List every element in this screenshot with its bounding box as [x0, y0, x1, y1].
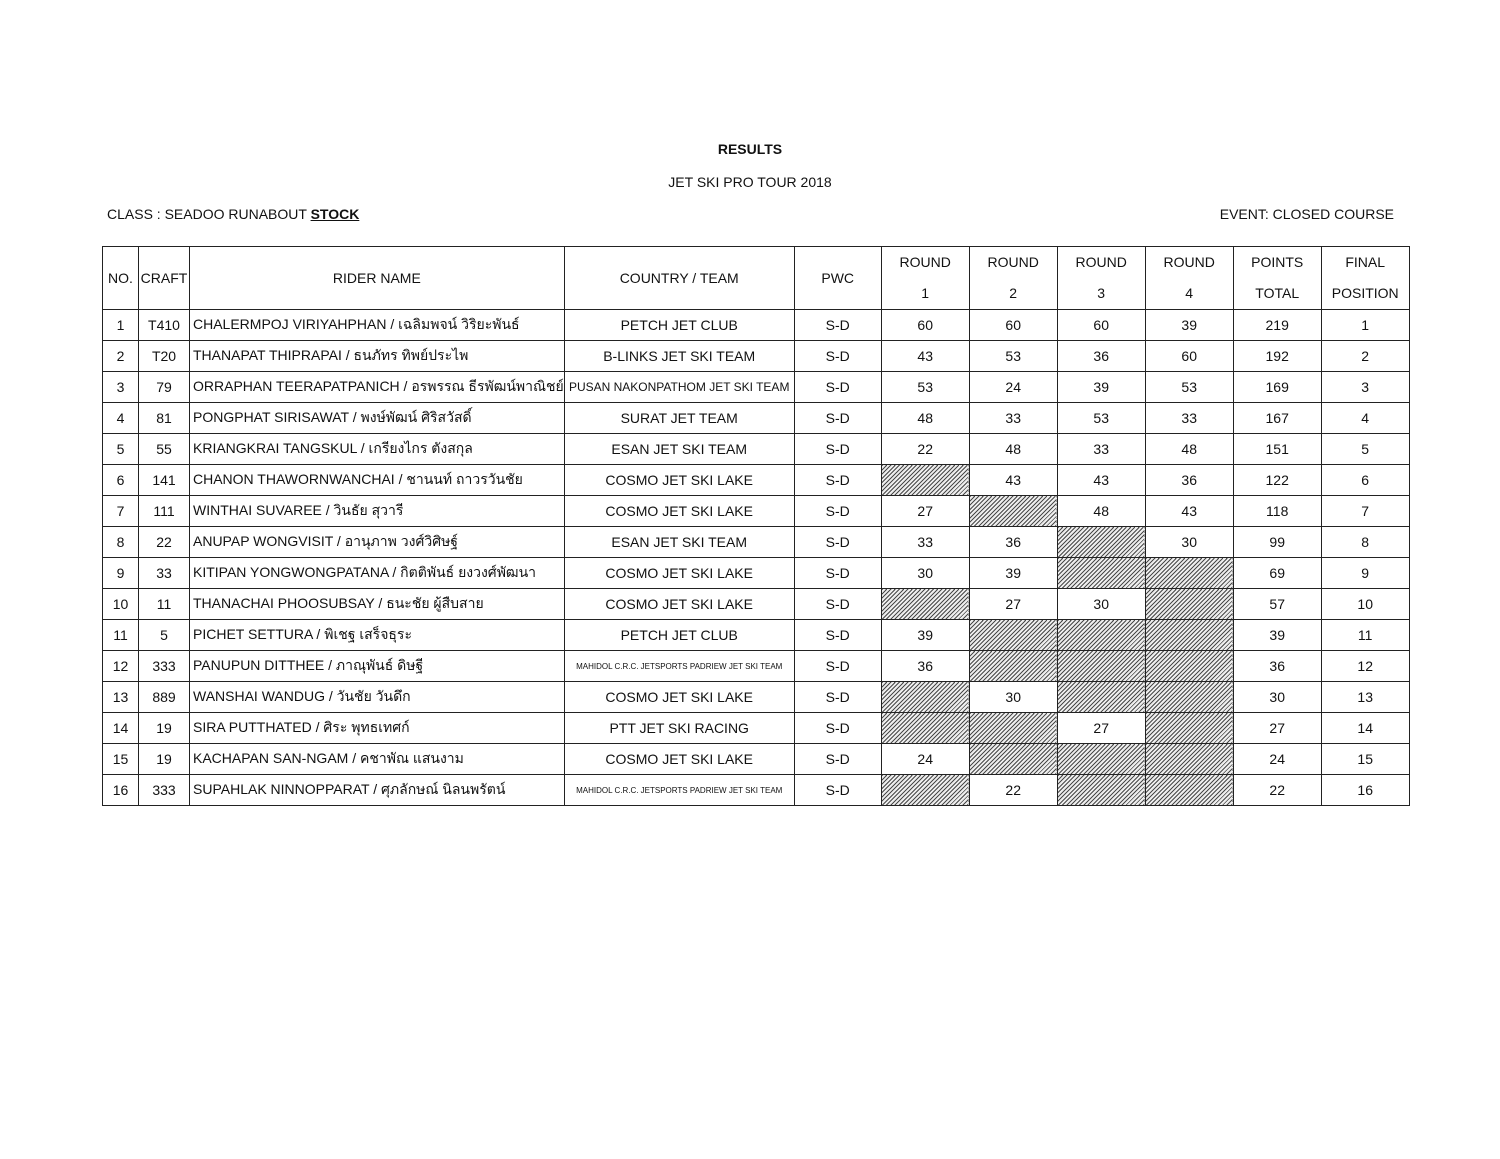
table-row: [103, 620, 1410, 651]
round-number: 1: [921, 285, 930, 301]
no-cell: 3: [103, 372, 139, 403]
col-rider: RIDER NAME: [190, 247, 565, 310]
round-2-cell: 43: [969, 465, 1057, 496]
col-points-total: [1233, 247, 1321, 310]
round-4-cell: [1145, 620, 1233, 651]
total-cell: 24: [1233, 744, 1321, 775]
rider-name-cell: PONGPHAT SIRISAWAT / พงษ์พัฒน์ ศิริสวัสดิ์: [190, 403, 565, 434]
round-4-cell: 53: [1145, 372, 1233, 403]
round-1-cell: [881, 682, 969, 713]
position-cell: 1: [1321, 310, 1409, 341]
craft-cell: 5: [139, 620, 190, 651]
no-cell: 5: [103, 434, 139, 465]
round-3-cell: 30: [1057, 589, 1145, 620]
round-4-cell: 60: [1145, 341, 1233, 372]
pwc-cell: S-D: [794, 310, 881, 341]
class-label: [107, 206, 359, 222]
position-cell: 13: [1321, 682, 1409, 713]
round-3-cell: 48: [1057, 496, 1145, 527]
craft-cell: 333: [139, 651, 190, 682]
col-team: COUNTRY / TEAM: [564, 247, 794, 310]
pwc-cell: S-D: [794, 465, 881, 496]
position-cell: 8: [1321, 527, 1409, 558]
team-cell: B-LINKS JET SKI TEAM: [564, 341, 794, 372]
total-cell: 118: [1233, 496, 1321, 527]
team-cell: MAHIDOL C.R.C. JETSPORTS PADRIEW JET SKI TEAM: [564, 775, 794, 806]
round-1-cell: 30: [881, 558, 969, 589]
position-cell: 9: [1321, 558, 1409, 589]
no-cell: 11: [103, 620, 139, 651]
rider-name-cell: WINTHAI SUVAREE / วินธัย สุวารี: [190, 496, 565, 527]
craft-cell: 141: [139, 465, 190, 496]
round-1-cell: 60: [881, 310, 969, 341]
round-4-cell: 33: [1145, 403, 1233, 434]
col-no: NO.: [103, 247, 139, 310]
position-cell: 7: [1321, 496, 1409, 527]
round-2-cell: 30: [969, 682, 1057, 713]
position-cell: 6: [1321, 465, 1409, 496]
rider-name-cell: CHALERMPOJ VIRIYAHPHAN / เฉลิมพจน์ วิริยะพันธ์: [190, 310, 565, 341]
table-row: [103, 558, 1410, 589]
total-cell: 151: [1233, 434, 1321, 465]
table-row: [103, 651, 1410, 682]
rider-name-cell: CHANON THAWORNWANCHAI / ชานนท์ ถาวรวันชัย: [190, 465, 565, 496]
pwc-cell: S-D: [794, 682, 881, 713]
team-cell: COSMO JET SKI LAKE: [564, 558, 794, 589]
craft-cell: T410: [139, 310, 190, 341]
no-cell: 4: [103, 403, 139, 434]
position-cell: 10: [1321, 589, 1409, 620]
round-2-cell: 53: [969, 341, 1057, 372]
round-1-cell: 43: [881, 341, 969, 372]
round-4-cell: [1145, 713, 1233, 744]
round-2-cell: 33: [969, 403, 1057, 434]
no-cell: 1: [103, 310, 139, 341]
round-1-cell: [881, 465, 969, 496]
total-cell: 99: [1233, 527, 1321, 558]
round-4-cell: [1145, 589, 1233, 620]
round-3-cell: 39: [1057, 372, 1145, 403]
round-1-cell: 36: [881, 651, 969, 682]
results-title: RESULTS: [717, 141, 783, 157]
craft-cell: 81: [139, 403, 190, 434]
round-number: 4: [1185, 285, 1194, 301]
pwc-cell: S-D: [794, 558, 881, 589]
round-3-cell: [1057, 775, 1145, 806]
craft-cell: 22: [139, 527, 190, 558]
table-row: [103, 403, 1410, 434]
table-row: [103, 496, 1410, 527]
position-cell: 12: [1321, 651, 1409, 682]
round-2-cell: [969, 744, 1057, 775]
round-label: ROUND: [1163, 254, 1215, 270]
round-3-cell: 43: [1057, 465, 1145, 496]
round-4-cell: [1145, 744, 1233, 775]
craft-cell: 11: [139, 589, 190, 620]
position-cell: 15: [1321, 744, 1409, 775]
rider-name-cell: THANAPAT THIPRAPAI / ธนภัทร ทิพย์ประไพ: [190, 341, 565, 372]
rider-name-cell: KACHAPAN SAN-NGAM / คชาพัณ แสนงาม: [190, 744, 565, 775]
col-round-1: [881, 247, 969, 310]
no-cell: 10: [103, 589, 139, 620]
craft-cell: 79: [139, 372, 190, 403]
craft-cell: 19: [139, 713, 190, 744]
position-cell: 4: [1321, 403, 1409, 434]
pwc-cell: S-D: [794, 403, 881, 434]
results-table: [102, 246, 1410, 806]
pwc-cell: S-D: [794, 527, 881, 558]
table-row: [103, 589, 1410, 620]
pwc-cell: S-D: [794, 620, 881, 651]
table-row: [103, 713, 1410, 744]
round-3-cell: 36: [1057, 341, 1145, 372]
pwc-cell: S-D: [794, 341, 881, 372]
round-4-cell: [1145, 651, 1233, 682]
rider-name-cell: THANACHAI PHOOSUBSAY / ธนะชัย ผู้สืบสาย: [190, 589, 565, 620]
total-label: TOTAL: [1255, 285, 1300, 301]
table-row: [103, 434, 1410, 465]
round-1-cell: 27: [881, 496, 969, 527]
total-cell: 69: [1233, 558, 1321, 589]
team-cell: SURAT JET TEAM: [564, 403, 794, 434]
team-cell: COSMO JET SKI LAKE: [564, 682, 794, 713]
rider-name-cell: PANUPUN DITTHEE / ภาณุพันธ์ ดิษฐี: [190, 651, 565, 682]
no-cell: 14: [103, 713, 139, 744]
team-cell: COSMO JET SKI LAKE: [564, 589, 794, 620]
total-cell: 219: [1233, 310, 1321, 341]
round-4-cell: 43: [1145, 496, 1233, 527]
round-3-cell: 53: [1057, 403, 1145, 434]
round-4-cell: 30: [1145, 527, 1233, 558]
round-2-cell: 22: [969, 775, 1057, 806]
position-cell: 2: [1321, 341, 1409, 372]
round-2-cell: 24: [969, 372, 1057, 403]
class-stock: STOCK: [310, 206, 360, 222]
rider-name-cell: PICHET SETTURA / พิเชฐ เสร็จธุระ: [190, 620, 565, 651]
no-cell: 15: [103, 744, 139, 775]
no-cell: 9: [103, 558, 139, 589]
total-cell: 27: [1233, 713, 1321, 744]
round-4-cell: 48: [1145, 434, 1233, 465]
total-cell: 57: [1233, 589, 1321, 620]
team-cell: ESAN JET SKI TEAM: [564, 527, 794, 558]
total-cell: 22: [1233, 775, 1321, 806]
round-1-cell: [881, 589, 969, 620]
tour-subtitle: JET SKI PRO TOUR 2018: [668, 174, 832, 190]
no-cell: 13: [103, 682, 139, 713]
round-2-cell: 39: [969, 558, 1057, 589]
position-cell: 5: [1321, 434, 1409, 465]
no-cell: 16: [103, 775, 139, 806]
round-number: 2: [1009, 285, 1018, 301]
craft-cell: 333: [139, 775, 190, 806]
team-cell: PETCH JET CLUB: [564, 310, 794, 341]
round-2-cell: [969, 620, 1057, 651]
pwc-cell: S-D: [794, 372, 881, 403]
craft-cell: 111: [139, 496, 190, 527]
no-cell: 6: [103, 465, 139, 496]
round-3-cell: [1057, 651, 1145, 682]
total-cell: 39: [1233, 620, 1321, 651]
points-label: POINTS: [1251, 254, 1304, 270]
table-row: [103, 372, 1410, 403]
round-3-cell: 60: [1057, 310, 1145, 341]
team-cell: MAHIDOL C.R.C. JETSPORTS PADRIEW JET SKI TEAM: [564, 651, 794, 682]
round-3-cell: [1057, 558, 1145, 589]
team-cell: COSMO JET SKI LAKE: [564, 465, 794, 496]
round-1-cell: 48: [881, 403, 969, 434]
col-round-3: [1057, 247, 1145, 310]
table-row: [103, 527, 1410, 558]
round-1-cell: [881, 775, 969, 806]
round-label: ROUND: [987, 254, 1039, 270]
pwc-cell: S-D: [794, 713, 881, 744]
table-row: [103, 465, 1410, 496]
col-round-4: [1145, 247, 1233, 310]
table-row: [103, 682, 1410, 713]
pwc-cell: S-D: [794, 434, 881, 465]
total-cell: 30: [1233, 682, 1321, 713]
round-2-cell: 60: [969, 310, 1057, 341]
round-3-cell: [1057, 620, 1145, 651]
class-prefix: CLASS : SEADOO RUNABOUT: [107, 206, 311, 222]
round-1-cell: 22: [881, 434, 969, 465]
team-cell: PETCH JET CLUB: [564, 620, 794, 651]
table-row: [103, 341, 1410, 372]
craft-cell: 33: [139, 558, 190, 589]
round-2-cell: 27: [969, 589, 1057, 620]
no-cell: 2: [103, 341, 139, 372]
position-cell: 16: [1321, 775, 1409, 806]
round-2-cell: [969, 651, 1057, 682]
total-cell: 167: [1233, 403, 1321, 434]
round-2-cell: 36: [969, 527, 1057, 558]
craft-cell: 55: [139, 434, 190, 465]
round-2-cell: 48: [969, 434, 1057, 465]
col-pwc: PWC: [794, 247, 881, 310]
round-3-cell: 27: [1057, 713, 1145, 744]
pwc-cell: S-D: [794, 651, 881, 682]
round-1-cell: [881, 713, 969, 744]
no-cell: 12: [103, 651, 139, 682]
pwc-cell: S-D: [794, 744, 881, 775]
craft-cell: 889: [139, 682, 190, 713]
position-cell: 3: [1321, 372, 1409, 403]
table-row: [103, 775, 1410, 806]
total-cell: 122: [1233, 465, 1321, 496]
total-cell: 169: [1233, 372, 1321, 403]
table-row: [103, 744, 1410, 775]
position-cell: 14: [1321, 713, 1409, 744]
pwc-cell: S-D: [794, 775, 881, 806]
team-cell: COSMO JET SKI LAKE: [564, 496, 794, 527]
col-round-2: [969, 247, 1057, 310]
total-cell: 192: [1233, 341, 1321, 372]
rider-name-cell: KRIANGKRAI TANGSKUL / เกรียงไกร ตังสกุล: [190, 434, 565, 465]
no-cell: 8: [103, 527, 139, 558]
round-1-cell: 24: [881, 744, 969, 775]
no-cell: 7: [103, 496, 139, 527]
position-label: POSITION: [1331, 285, 1399, 301]
pwc-cell: S-D: [794, 589, 881, 620]
round-4-cell: [1145, 682, 1233, 713]
team-cell: PUSAN NAKONPATHOM JET SKI TEAM: [564, 372, 794, 403]
total-cell: 36: [1233, 651, 1321, 682]
rider-name-cell: ORRAPHAN TEERAPATPANICH / อรพรรณ ธีรพัฒน์พาณิชย์: [190, 372, 565, 403]
round-4-cell: [1145, 558, 1233, 589]
rider-name-cell: SUPAHLAK NINNOPPARAT / ศุภลักษณ์ นิลนพรัตน์: [190, 775, 565, 806]
round-label: ROUND: [899, 254, 951, 270]
col-final-position: [1321, 247, 1409, 310]
round-number: 3: [1097, 285, 1106, 301]
col-craft: CRAFT: [139, 247, 190, 310]
header-row: [103, 247, 1410, 310]
results-body: [103, 310, 1410, 806]
craft-cell: T20: [139, 341, 190, 372]
round-3-cell: 33: [1057, 434, 1145, 465]
rider-name-cell: SIRA PUTTHATED / ศิระ พุทธเทศก์: [190, 713, 565, 744]
final-label: FINAL: [1345, 254, 1386, 270]
table-row: [103, 310, 1410, 341]
round-2-cell: [969, 496, 1057, 527]
event-label: EVENT: CLOSED COURSE: [1219, 206, 1394, 222]
team-cell: PTT JET SKI RACING: [564, 713, 794, 744]
rider-name-cell: ANUPAP WONGVISIT / อานุภาพ วงศ์วิศิษฐ์: [190, 527, 565, 558]
team-cell: ESAN JET SKI TEAM: [564, 434, 794, 465]
round-3-cell: [1057, 744, 1145, 775]
round-4-cell: 36: [1145, 465, 1233, 496]
rider-name-cell: WANSHAI WANDUG / วันชัย วันดึก: [190, 682, 565, 713]
round-4-cell: [1145, 775, 1233, 806]
round-1-cell: 53: [881, 372, 969, 403]
pwc-cell: S-D: [794, 496, 881, 527]
round-label: ROUND: [1075, 254, 1127, 270]
round-4-cell: 39: [1145, 310, 1233, 341]
position-cell: 11: [1321, 620, 1409, 651]
round-1-cell: 39: [881, 620, 969, 651]
round-3-cell: [1057, 682, 1145, 713]
rider-name-cell: KITIPAN YONGWONGPATANA / กิตติพันธ์ ยงวงศ์พัฒนา: [190, 558, 565, 589]
round-3-cell: [1057, 527, 1145, 558]
craft-cell: 19: [139, 744, 190, 775]
round-1-cell: 33: [881, 527, 969, 558]
team-cell: COSMO JET SKI LAKE: [564, 744, 794, 775]
round-2-cell: [969, 713, 1057, 744]
